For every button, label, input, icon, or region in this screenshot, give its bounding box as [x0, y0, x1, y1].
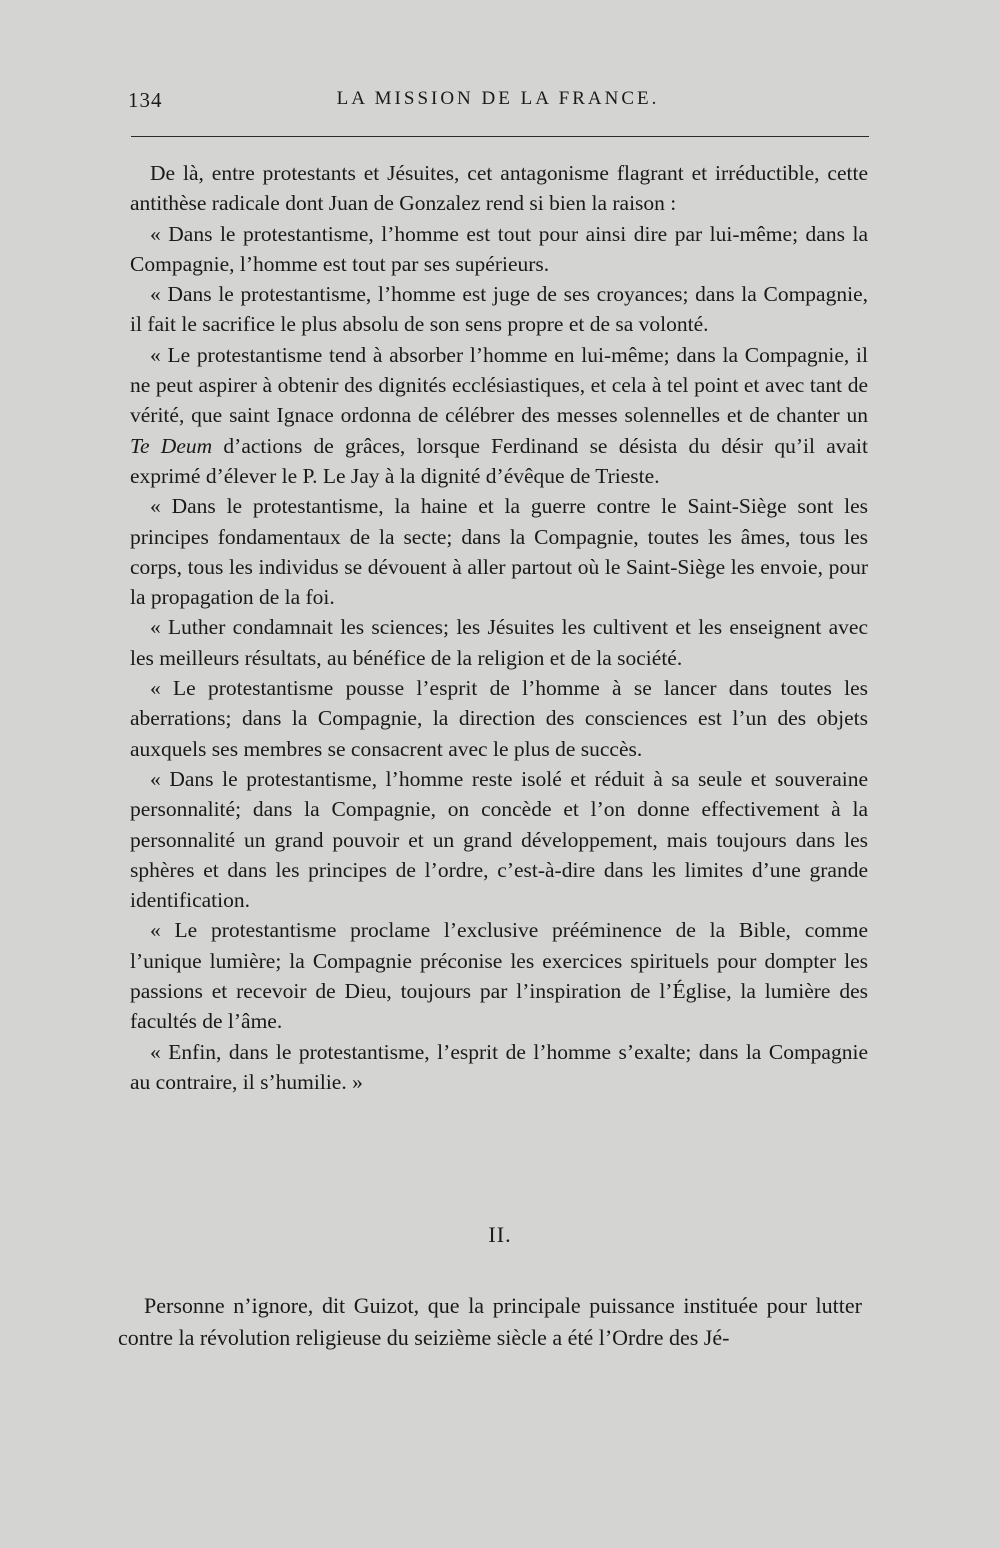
paragraph: [130, 340, 868, 491]
header-rule: [131, 136, 869, 137]
running-head: [128, 88, 868, 118]
paragraph: De là, entre protestants et Jésuites, cet antagonisme flagrant et irréductible, cette antithèse radicale dont Juan de Gonzalez rend si bien la raison :: [130, 161, 868, 216]
paragraph: Personne n’ignore, dit Guizot, que la principale puissance instituée pour lutter contre la révolution religieuse du seizième siècle a été l’Ordre des Jé-: [118, 1293, 862, 1350]
paragraph-text-tail: d’actions de grâces, lorsque Ferdinand se désista du désir qu’il avait exprimé d’élever le P. Le Jay à la dignité d’évêque de Trieste.: [130, 433, 868, 488]
paragraph: « Luther condamnait les sciences; les Jésuites les cultivent et les enseignent avec les meilleurs résultats, au bénéfice de la religion et de la société.: [130, 615, 868, 670]
paragraph: « Dans le protestantisme, l’homme reste isolé et réduit à sa seule et souveraine personnalité; dans la Compagnie, on concède et l’on donne effectivement à la personnalité un grand pouvoir et un grand développement, mais toujours dans les sphères et dans les principes de l’ordre, c’est-à-dire dans les limites d’une grande identification.: [130, 766, 868, 913]
running-title: LA MISSION DE LA FRANCE.: [336, 88, 660, 109]
paragraph-text: « Le protestantisme tend à absorber l’homme en lui-même; dans la Compagnie, il ne peut aspirer à obtenir des dignités ecclésiastiques, et cela à tel point et avec tant de vérité, que saint Ignace ordonna de célébrer des messes solennelles et de chanter un: [130, 342, 868, 428]
paragraph: « Dans le protestantisme, l’homme est tout pour ainsi dire par lui-même; dans la Compagnie, l’homme est tout par ses supérieurs.: [130, 221, 868, 276]
paragraph: « Le protestantisme proclame l’exclusive prééminence de la Bible, comme l’unique lumière; la Compagnie préconise les exercices spirituels pour dompter les passions et recevoir de Dieu, toujours par l’inspiration de l’Église, la lumière des facultés de l’âme.: [130, 918, 868, 1034]
section-heading: II.: [488, 1222, 512, 1247]
paragraph: « Le protestantisme pousse l’esprit de l’homme à se lancer dans toutes les aberrations; dans la Compagnie, la direction des consciences est l’un des objets auxquels ses membres se consacrent avec le plus de succès.: [130, 676, 868, 761]
body-text: [130, 158, 868, 1097]
paragraph: « Enfin, dans le protestantisme, l’esprit de l’homme s’exalte; dans la Compagnie au contraire, il s’humilie. »: [130, 1039, 868, 1094]
italic-phrase: Te Deum: [130, 433, 213, 458]
page-number: 134: [128, 88, 163, 112]
paragraph: « Dans le protestantisme, la haine et la guerre contre le Saint-Siège sont les principes fondamentaux de la secte; dans la Compagnie, toutes les âmes, tous les corps, tous les individus se dévouent à aller partout où le Saint-Siège les envoie, pour la propagation de la foi.: [130, 494, 868, 610]
section-body: [118, 1290, 862, 1354]
paragraph: « Dans le protestantisme, l’homme est juge de ses croyances; dans la Compagnie, il fait le sacrifice le plus absolu de son sens propre et de sa volonté.: [130, 282, 868, 337]
